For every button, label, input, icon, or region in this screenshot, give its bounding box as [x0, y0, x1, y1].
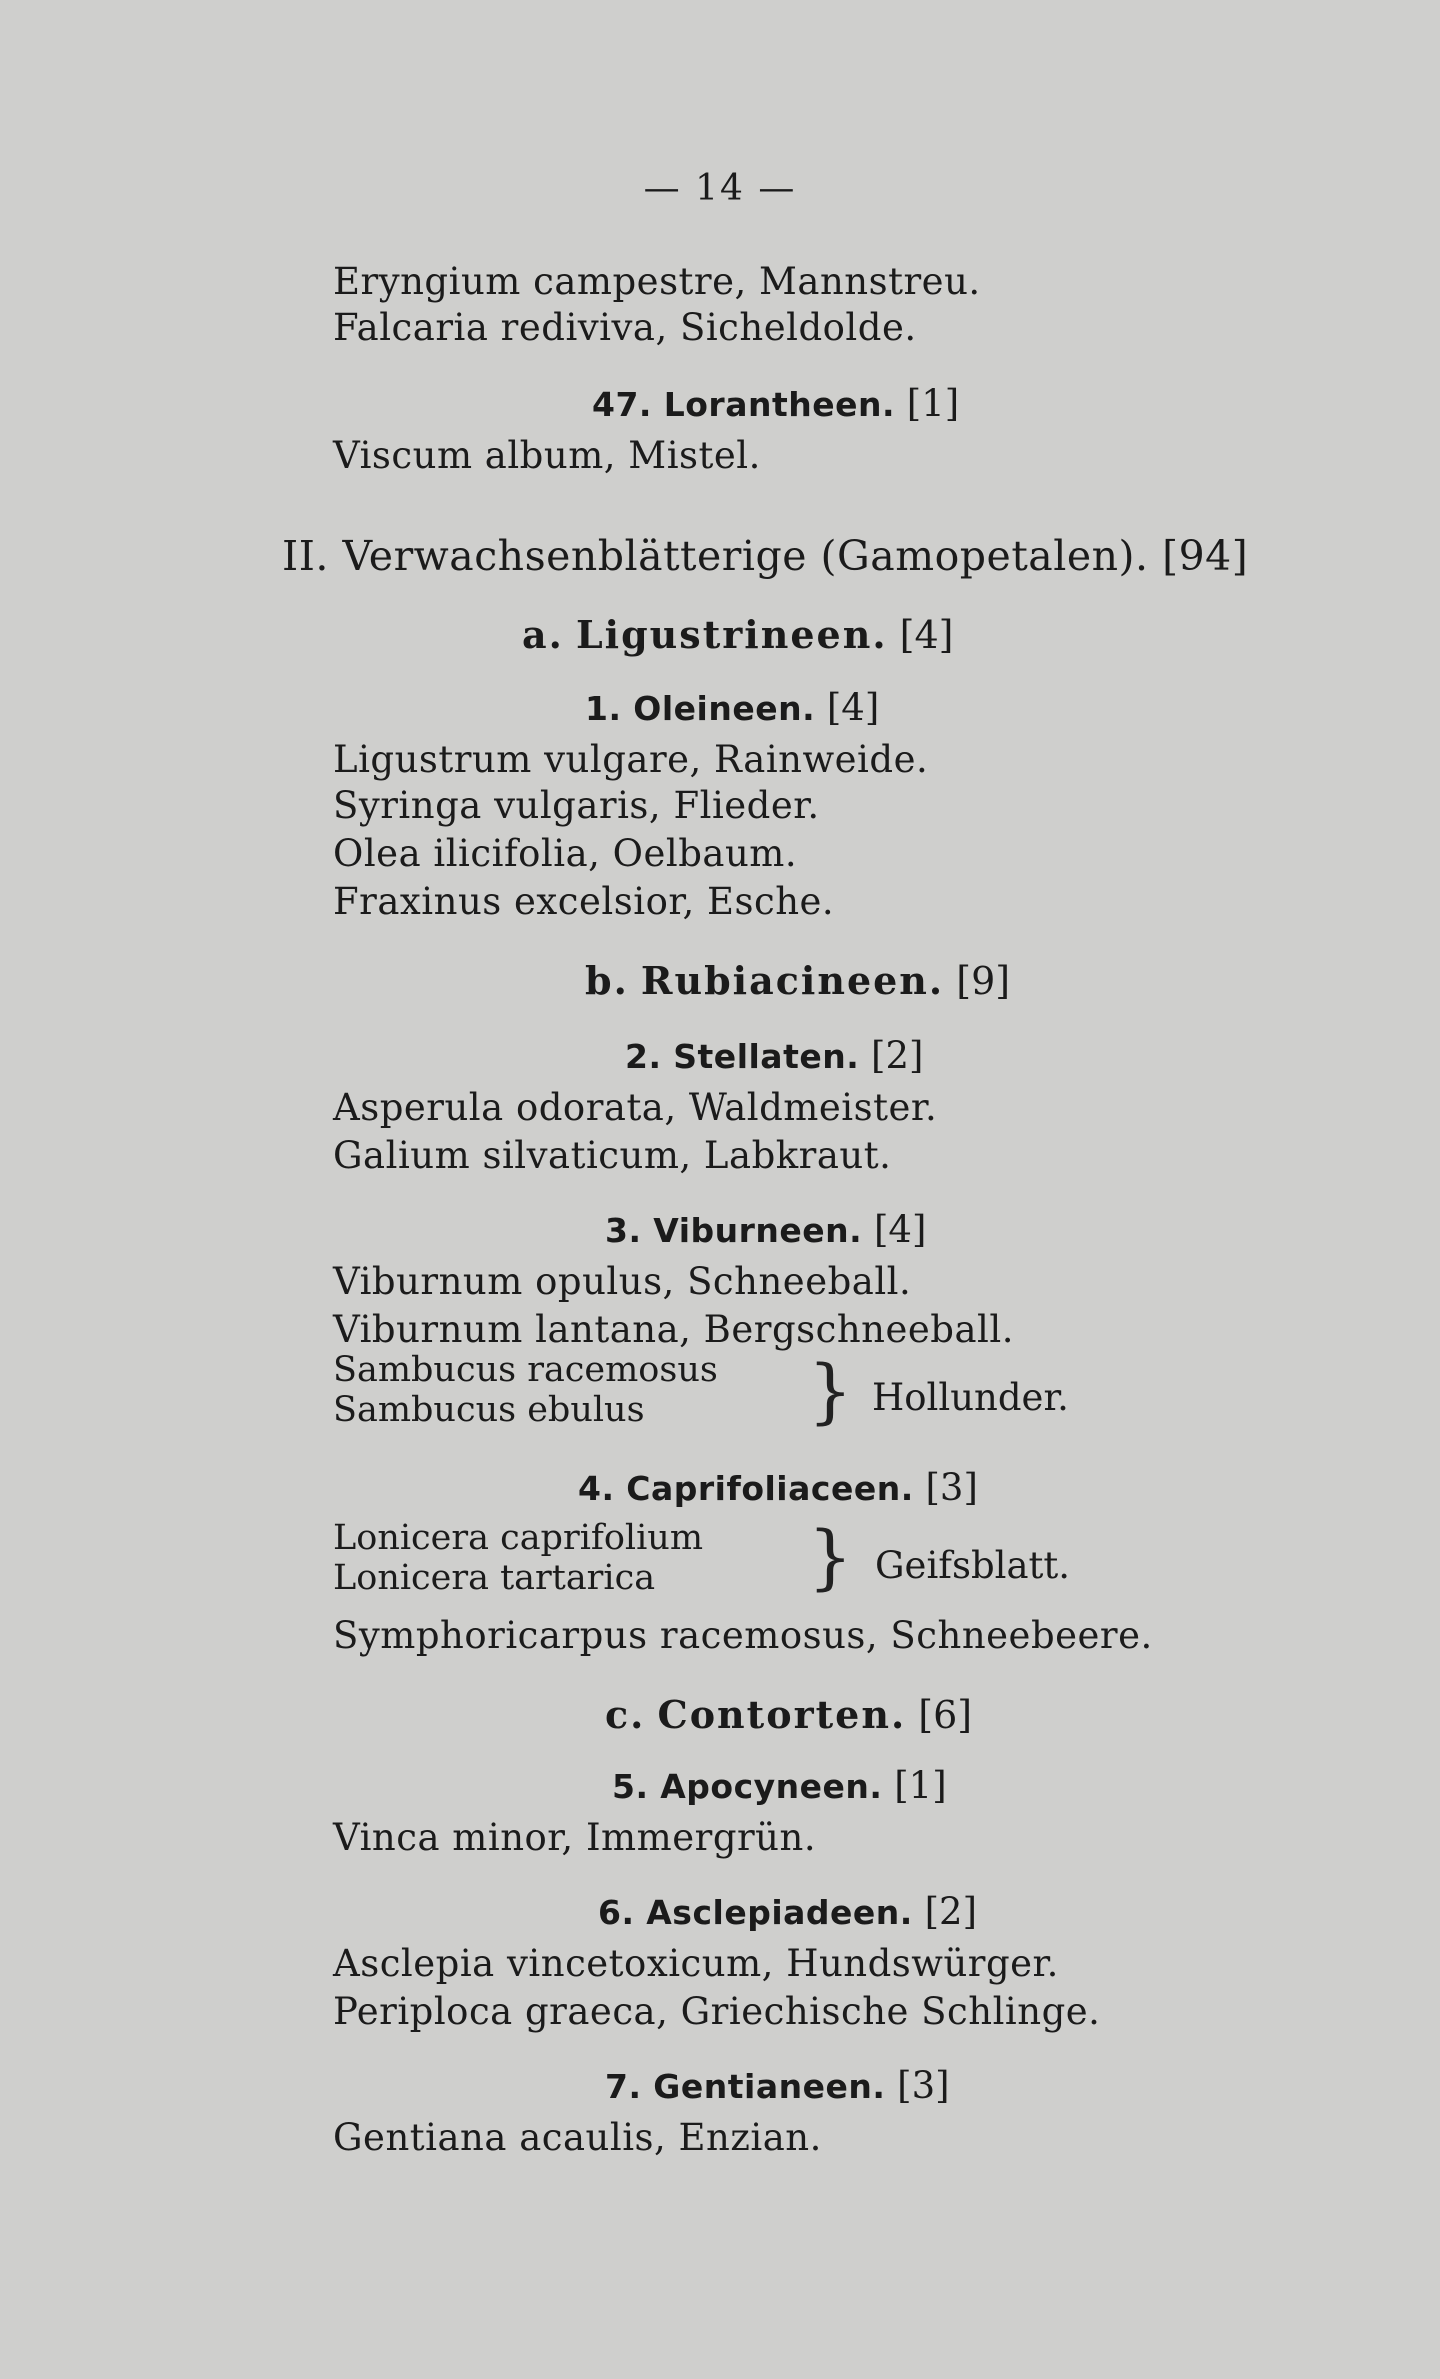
group-heading-a [522, 614, 953, 657]
family-name: Oleineen. [633, 689, 816, 728]
family-name: Stellaten. [673, 1037, 860, 1076]
family-count: [2] [924, 1890, 978, 1933]
family-number: 2. [625, 1037, 662, 1076]
page-number: — 14 — [643, 168, 797, 209]
species-line: Viscum album, Mistel. [333, 434, 761, 477]
group-name: Rubiacineen. [640, 958, 945, 1003]
species-line: Sambucus ebulus [333, 1390, 645, 1431]
family-name: Lorantheen. [663, 385, 896, 424]
family-heading-gentianeen [605, 2066, 950, 2107]
species-line: Vinca minor, Immergrün. [333, 1816, 817, 1859]
species-line: Asperula odorata, Waldmeister. [333, 1086, 938, 1129]
species-line: Fraxinus excelsior, Esche. [333, 880, 835, 923]
species-line: Viburnum opulus, Schneeball. [333, 1260, 912, 1303]
family-heading-stellaten [625, 1036, 923, 1077]
family-number: 4. [578, 1469, 615, 1508]
family-count: [3] [925, 1466, 978, 1509]
species-line: Falcaria rediviva, Sicheldolde. [333, 306, 917, 349]
family-number: 1. [585, 689, 622, 728]
group-letter: b. [585, 958, 629, 1003]
group-heading-c [605, 1694, 972, 1737]
family-number: 6. [598, 1893, 635, 1932]
family-count: [3] [897, 2064, 950, 2107]
family-number: 3. [605, 1211, 642, 1250]
species-line: Periploca graeca, Griechische Schlinge. [333, 1990, 1101, 2033]
family-count: [2] [871, 1034, 924, 1077]
species-line: Lonicera tartarica [333, 1558, 656, 1599]
family-name: Asclepiadeen. [646, 1893, 913, 1932]
family-heading-caprifoliaceen [578, 1468, 978, 1509]
species-line: Ligustrum vulgare, Rainweide. [333, 738, 929, 781]
family-name: Viburneen. [653, 1211, 863, 1250]
species-line: Lonicera caprifolium [333, 1518, 704, 1558]
species-line: Olea ilicifolia, Oelbaum. [333, 832, 798, 875]
group-heading-b [585, 960, 1010, 1003]
family-count: [1] [906, 382, 960, 425]
family-number: 7. [605, 2067, 642, 2106]
family-heading-viburneen [605, 1210, 926, 1251]
species-line: Eryngium campestre, Mannstreu. [333, 260, 981, 303]
species-line: Symphoricarpus racemosus, Schneebeere. [333, 1614, 1153, 1657]
family-heading-asclepiadeen [598, 1892, 977, 1933]
family-heading-apocyneen [612, 1766, 947, 1807]
common-name: Geifsblatt. [875, 1544, 1071, 1587]
family-count: [4] [873, 1208, 927, 1251]
group-name: Ligustrineen. [575, 612, 888, 657]
family-number: 5. [612, 1767, 649, 1806]
sambucus-group [333, 1350, 718, 1431]
group-count: [9] [956, 959, 1011, 1003]
group-letter: c. [605, 1692, 646, 1737]
family-count: [1] [894, 1764, 947, 1807]
species-line: Sambucus racemosus [333, 1350, 718, 1390]
family-count: [4] [826, 686, 880, 729]
lonicera-group [333, 1518, 703, 1599]
species-line: Viburnum lantana, Bergschneeball. [333, 1308, 1014, 1351]
group-count: [4] [899, 613, 954, 657]
division-heading: II. Verwachsenblätterige (Gamopetalen). [94] [282, 532, 1249, 580]
common-name: Hollunder. [872, 1376, 1069, 1419]
species-line: Gentiana acaulis, Enzian. [333, 2116, 822, 2159]
species-line: Asclepia vincetoxicum, Hundswürger. [333, 1942, 1059, 1985]
family-number: 47. [592, 385, 652, 424]
species-line: Galium silvaticum, Labkraut. [333, 1134, 892, 1177]
group-letter: a. [522, 612, 564, 657]
family-name: Gentianeen. [653, 2067, 886, 2106]
species-line: Syringa vulgaris, Flieder. [333, 784, 820, 827]
family-heading-oleineen [585, 688, 879, 729]
family-name: Caprifoliaceen. [626, 1469, 914, 1508]
curly-brace-icon: } [808, 1350, 853, 1432]
family-heading-lorantheen [592, 384, 959, 425]
group-count: [6] [918, 1693, 973, 1737]
family-name: Apocyneen. [660, 1767, 883, 1806]
curly-brace-icon: } [808, 1516, 853, 1598]
group-name: Contorten. [657, 1692, 907, 1737]
